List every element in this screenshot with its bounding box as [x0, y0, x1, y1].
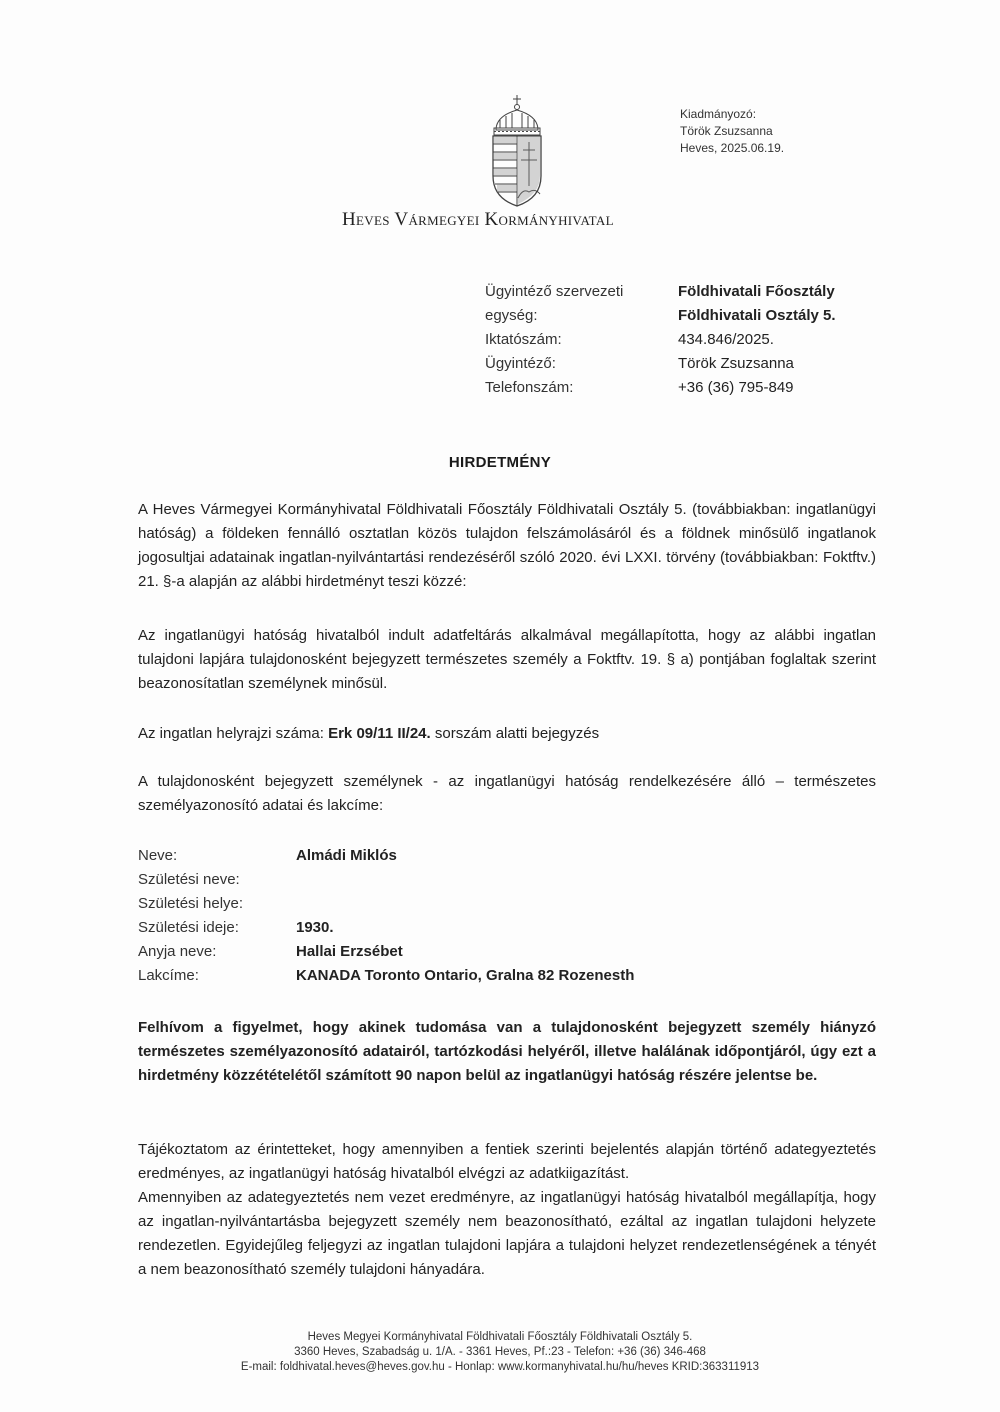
person-label: Születési helye: [138, 895, 244, 912]
hungarian-coat-of-arms-icon [488, 94, 546, 208]
meta-label: Iktatószám: [485, 331, 562, 348]
meta-row [485, 304, 836, 328]
information-paragraph-b: Amennyiben az adategyeztetés nem vezet eredményre, az ingatlanügyi hatóság hivatalból megállapítja, hogy az ingatlan-nyilvántartásba bejegyzett személy nem beazonosítható, ezáltal az ingatlan tulajdoni helyzete rendezetlen. Egyidejűleg feljegyzi az ingatlan tulajdoni lapjára a tulajdoni helyzet rendezetlenségének a tényét a nem beazonosítható személy tulajdoni hányadára. [138, 1189, 876, 1278]
finding-paragraph: Az ingatlanügyi hatóság hivatalból indult adatfeltárás alkalmával megállapította, hogy az alábbi ingatlan tulajdoni lapjára tulajdonosként bejegyzett természetes személy a Foktftv. 19. § a) pontjában foglaltak szerint beazonosítatlan személynek minősül. [138, 627, 876, 692]
person-row [138, 940, 634, 964]
call-to-report-paragraph: Felhívom a figyelmet, hogy akinek tudomása van a tulajdonosként bejegyzett személy hiányzó természetes személyazonosító adatairól, tartózkodási helyéről, illetve halálának időpontjáról, úgy ezt a hirdetmény közzétételétől számított 90 napon belül az ingatlanügyi hatóság részére jelentse be. [138, 1019, 876, 1084]
information-paragraph [138, 1138, 876, 1282]
person-label: Lakcíme: [138, 967, 199, 984]
parcel-prefix: Az ingatlan helyrajzi száma: [138, 725, 329, 742]
person-row [138, 892, 634, 916]
footer-line-1: Heves Megyei Kormányhivatal Földhivatali Főosztály Földhivatali Osztály 5. [307, 1331, 693, 1343]
meta-row [485, 328, 836, 352]
meta-value: Földhivatali Osztály 5. [678, 307, 836, 324]
meta-value: Török Zsuzsanna [678, 355, 794, 372]
meta-label: Telefonszám: [485, 379, 574, 396]
person-value: Hallai Erzsébet [296, 943, 403, 960]
case-meta [485, 280, 836, 400]
person-value: Almádi Miklós [296, 847, 397, 864]
information-paragraph-a: Tájékoztatom az érintetteket, hogy amennyiben a fentiek szerinti bejelentés alapján történő adategyeztetés eredményes, az ingatlanügyi hatóság hivatalból elvégzi az adatkiigazítást. [138, 1141, 876, 1182]
parcel-suffix: sorszám alatti bejegyzés [430, 725, 600, 742]
organization-name [342, 206, 682, 236]
person-label: Anyja neve: [138, 943, 217, 960]
person-value: KANADA Toronto Ontario, Gralna 82 Rozenesth [296, 967, 635, 984]
meta-label: egység: [485, 307, 538, 324]
meta-label: Ügyintéző: [485, 355, 556, 372]
page-footer [0, 1330, 1000, 1375]
footer-line-3: E-mail: foldhivatal.heves@heves.gov.hu - Honlap: www.kormanyhivatal.hu/hu/heves KRID:363311913 [240, 1361, 760, 1373]
document-title: HIRDETMÉNY [448, 454, 552, 471]
meta-value: +36 (36) 795-849 [678, 379, 794, 396]
meta-value: 434.846/2025. [678, 331, 774, 348]
parcel-number: Erk 09/11 II/24. [328, 725, 431, 742]
person-row [138, 964, 634, 988]
person-label: Születési neve: [138, 871, 240, 888]
organization-name-text: Heves Vármegyei Kormányhivatal [342, 209, 614, 230]
person-label: Neve: [138, 847, 178, 864]
meta-row [485, 280, 836, 304]
owner-details [138, 844, 634, 988]
parcel-paragraph [138, 722, 876, 746]
person-row [138, 916, 634, 940]
owner-intro-paragraph: A tulajdonosként bejegyzett személynek - az ingatlanügyi hatóság rendelkezésére álló – természetes személyazonosító adatai és lakcíme: [138, 773, 876, 814]
person-row [138, 868, 634, 892]
meta-row [485, 376, 836, 400]
footer-line-2: 3360 Heves, Szabadság u. 1/A. - 3361 Heves, Pf.:23 - Telefon: +36 (36) 346-468 [294, 1346, 706, 1358]
issuer-label: Kiadmányozó: [680, 107, 757, 121]
person-label: Születési ideje: [138, 919, 239, 936]
meta-value: Földhivatali Főosztály [678, 283, 835, 300]
meta-label: Ügyintéző szervezeti [485, 283, 624, 300]
issuer-name: Török Zsuzsanna [680, 124, 773, 138]
issuer-block [680, 106, 784, 157]
intro-paragraph: A Heves Vármegyei Kormányhivatal Földhivatali Főosztály Földhivatali Osztály 5. (továbbiakban: ingatlanügyi hatóság) a földeken fennálló osztatlan közös tulajdon felszámolásáról és a földnek minősülő ingatlanok jogosultjai adatainak ingatlan-nyilvántartási rendezéséről szóló 2020. évi LXXI. törvény (továbbiakban: Foktftv.) 21. §-a alapján az alábbi hirdetményt teszi közzé: [138, 501, 876, 590]
issuer-place-date: Heves, 2025.06.19. [680, 141, 785, 155]
person-row [138, 844, 634, 868]
person-value: 1930. [296, 919, 334, 936]
meta-row [485, 352, 836, 376]
organization-name-smallcaps [342, 206, 682, 230]
